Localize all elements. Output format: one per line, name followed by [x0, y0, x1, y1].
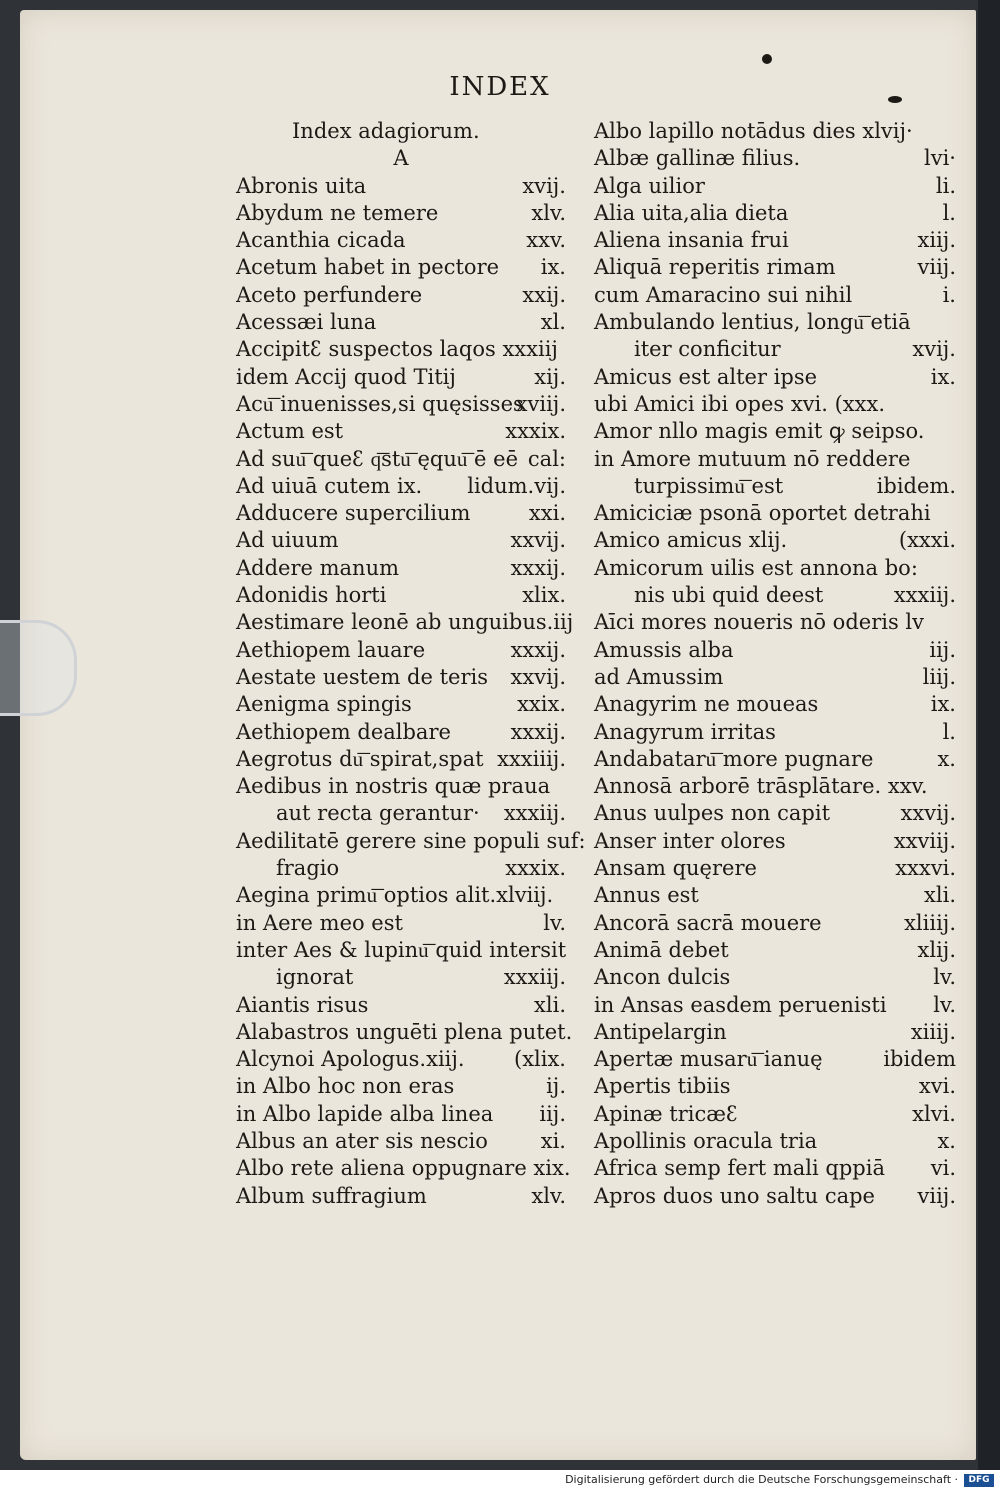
entry-reference: xlv. — [531, 1183, 566, 1208]
index-entry — [594, 992, 956, 1019]
entry-text: Apros duos uno saltu cape — [594, 1183, 875, 1208]
entry-reference: xvij. — [912, 337, 956, 362]
entry-text: Aliquā reperitis rimam — [594, 255, 836, 280]
index-entry — [594, 446, 956, 473]
entry-text: Apertis tibiis — [594, 1074, 731, 1099]
index-entry — [236, 418, 566, 445]
entry-reference: xxvij. — [510, 664, 566, 689]
entry-text: in Albo lapide alba linea — [236, 1101, 494, 1126]
entry-text: Annus est — [594, 883, 699, 908]
entry-text: Adonidis horti — [236, 583, 387, 608]
index-entry — [594, 882, 956, 909]
index-entry — [236, 746, 566, 773]
entry-text: cum Amaracino sui nihil — [594, 282, 853, 307]
entry-reference: xliiij. — [904, 910, 956, 935]
entry-reference: xiiij. — [910, 1019, 956, 1044]
entry-text: Aegina primu͞ optios alit.xlviij. — [236, 883, 554, 908]
index-entry — [594, 800, 956, 827]
entry-text: in Albo hoc non eras — [236, 1074, 455, 1099]
entry-reference: xxij. — [522, 282, 566, 307]
index-entry — [236, 364, 566, 391]
entry-reference: lv. — [933, 992, 956, 1017]
index-entry — [236, 582, 566, 609]
index-entry — [236, 1183, 566, 1210]
entry-reference: xxi. — [528, 501, 566, 526]
index-column-right — [594, 118, 956, 1210]
entry-text: Apollinis oracula tria — [594, 1128, 818, 1153]
index-entry — [594, 254, 956, 281]
entry-reference: lv. — [543, 910, 566, 935]
entry-reference: xviij. — [515, 391, 566, 416]
entry-text: Aenigma spingis — [236, 692, 412, 717]
entry-reference: ij. — [546, 1074, 566, 1099]
index-entry — [236, 145, 566, 172]
index-entry — [594, 1155, 956, 1182]
entry-text: Adducere supercilium — [236, 501, 471, 526]
entry-text: Anagyrum irritas — [594, 719, 776, 744]
entry-reference: xi. — [540, 1128, 566, 1153]
index-entry — [236, 992, 566, 1019]
entry-reference: ibidem — [883, 1047, 956, 1072]
entry-text: Ancon dulcis — [594, 965, 731, 990]
index-entry — [236, 637, 566, 664]
entry-text: Albo rete aliena oppugnare xix. — [236, 1156, 571, 1181]
index-entry — [594, 937, 956, 964]
entry-reference: xxxix. — [505, 419, 566, 444]
index-entry — [236, 882, 566, 909]
scan-edge-strip — [978, 0, 1000, 1470]
entry-reference: xvi. — [918, 1074, 956, 1099]
entry-text: Addere manum — [236, 555, 400, 580]
entry-text: in Aere meo est — [236, 910, 403, 935]
entry-reference: cal: — [527, 446, 566, 471]
entry-reference: xlij. — [917, 937, 956, 962]
index-entry — [594, 609, 956, 636]
entry-reference: vi. — [930, 1156, 956, 1181]
entry-reference: xxix. — [517, 692, 566, 717]
footer-credit: Digitalisierung gefördert durch die Deutsche Forschungsgemeinschaft · — [565, 1473, 958, 1486]
entry-reference: (xlix. — [514, 1047, 566, 1072]
index-entry — [594, 227, 956, 254]
entry-reference: (xxxi. — [898, 528, 956, 553]
entry-text: Amussis alba — [594, 637, 734, 662]
index-entry — [594, 964, 956, 991]
entry-text: Andabataru͞ more pugnare — [594, 746, 874, 771]
page-clip — [0, 620, 77, 716]
index-entry — [594, 1101, 956, 1128]
entry-reference: l. — [942, 719, 956, 744]
index-entry — [236, 118, 566, 145]
index-column-left — [236, 118, 586, 1210]
entry-text: Acetum habet in pectore — [236, 255, 500, 280]
index-entry — [594, 910, 956, 937]
index-entry — [594, 200, 956, 227]
entry-reference: x. — [937, 746, 956, 771]
entry-reference: ix. — [930, 692, 956, 717]
index-entry — [594, 855, 956, 882]
entry-reference: x. — [937, 1128, 956, 1153]
entry-text: Actum est — [236, 419, 344, 444]
entry-reference: xxxiiij. — [497, 746, 566, 771]
index-entry — [236, 800, 566, 827]
entry-text: Apinæ tricæꜫ — [594, 1101, 738, 1126]
index-entry — [236, 1101, 566, 1128]
entry-reference: xij. — [534, 364, 566, 389]
entry-text: Amicorum uilis est annona bo: — [594, 555, 918, 580]
index-entry — [594, 173, 956, 200]
entry-reference: xli. — [534, 992, 566, 1017]
entry-reference: lv. — [933, 965, 956, 990]
entry-text: Acanthia cicada — [236, 228, 406, 253]
entry-text: Aestate uestem de teris — [236, 664, 488, 689]
entry-text: Alga uilior — [594, 173, 705, 198]
index-entry — [594, 691, 956, 718]
entry-text: ad Amussim — [594, 664, 724, 689]
entry-text: Albus an ater sis nescio — [236, 1128, 488, 1153]
entry-text: nis ubi quid deest — [634, 583, 824, 608]
entry-text: fragio — [276, 856, 340, 881]
index-entry — [594, 282, 956, 309]
index-entry — [236, 173, 566, 200]
index-entry — [236, 309, 566, 336]
entry-text: Aīci mores noueris nō oderis lv — [594, 610, 924, 635]
index-entry — [594, 1019, 956, 1046]
entry-text: Aethiopem lauare — [236, 637, 426, 662]
entry-reference: xiij. — [917, 228, 956, 253]
index-entry — [594, 145, 956, 172]
entry-text: Alcynoi Apologus.xiij. — [236, 1047, 465, 1072]
index-entry — [236, 555, 566, 582]
entry-text: Annosā arborē trāsplātare. xxv. — [594, 774, 928, 799]
index-entry — [236, 254, 566, 281]
entry-text: in Ansas easdem peruenisti — [594, 992, 887, 1017]
entry-text: ignorat — [276, 965, 354, 990]
index-entry — [594, 773, 956, 800]
index-entry — [594, 364, 956, 391]
entry-text: Aliena insania frui — [594, 228, 789, 253]
entry-reference: xxxij. — [510, 719, 566, 744]
index-entry — [594, 1128, 956, 1155]
entry-text: Aceto perfundere — [236, 282, 423, 307]
entry-reference: xli. — [924, 883, 956, 908]
index-entry — [594, 391, 956, 418]
entry-text: Anus uulpes non capit — [594, 801, 831, 826]
entry-text: Ad uiuā cutem ix. — [236, 473, 423, 498]
entry-text: Animā debet — [594, 937, 729, 962]
entry-text: Anser inter olores — [594, 828, 786, 853]
entry-text: Ambulando lentius, longu͞ etiā — [594, 310, 911, 335]
index-entry — [594, 664, 956, 691]
entry-text: Ancorā sacrā mouere — [594, 910, 822, 935]
index-entry — [594, 719, 956, 746]
entry-text: Abydum ne temere — [236, 200, 439, 225]
entry-reference: li. — [935, 173, 956, 198]
entry-reference: xxxvi. — [895, 856, 956, 881]
index-entry — [236, 336, 566, 363]
entry-reference: xl. — [540, 310, 566, 335]
entry-text: Amiciciæ psonā oportet detrahi — [594, 501, 931, 526]
entry-reference: xxxij. — [510, 555, 566, 580]
entry-text: Amico amicus xlij. — [594, 528, 788, 553]
entry-text: Anagyrim ne moueas — [594, 692, 819, 717]
entry-reference: lidum.vij. — [467, 473, 566, 498]
index-entry — [594, 527, 956, 554]
footer-bar — [0, 1470, 1000, 1492]
entry-reference: liij. — [922, 664, 956, 689]
index-entry — [236, 282, 566, 309]
entry-reference: iij. — [929, 637, 956, 662]
index-entry — [594, 746, 956, 773]
index-entry — [594, 637, 956, 664]
entry-reference: xxxiij. — [503, 801, 566, 826]
entry-text: Albæ gallinæ filius. — [594, 146, 801, 171]
entry-reference: xxv. — [526, 228, 566, 253]
index-entry — [236, 227, 566, 254]
index-entry — [236, 1073, 566, 1100]
entry-reference: l. — [942, 200, 956, 225]
index-entry — [236, 527, 566, 554]
index-entry — [594, 1183, 956, 1210]
index-entry — [594, 309, 956, 336]
entry-reference: lvi· — [924, 146, 956, 171]
entry-reference: xxxix. — [505, 856, 566, 881]
entry-text: iter conficitur — [634, 337, 781, 362]
entry-text: Aestimare leonē ab unguibus.iij — [236, 610, 574, 635]
entry-reference: xxvij. — [900, 801, 956, 826]
index-entry — [236, 1128, 566, 1155]
index-entry — [594, 473, 956, 500]
entry-text: Alabastros unguēti plena putet. — [236, 1019, 573, 1044]
index-entry — [236, 828, 586, 855]
index-entry — [594, 555, 956, 582]
page-title: INDEX — [449, 72, 551, 102]
entry-text: Amicus est alter ipse — [594, 364, 818, 389]
entry-text: Index adagiorum. — [292, 119, 480, 143]
entry-text: Aedilitatē gerere sine populi suf: — [236, 828, 586, 853]
entry-text: Albo lapillo notādus dies xlvij· — [594, 119, 913, 143]
index-entry — [236, 855, 566, 882]
index-entry — [594, 582, 956, 609]
index-entry — [236, 719, 566, 746]
index-entry — [236, 446, 566, 473]
entry-text: Ad uiuum — [236, 528, 339, 553]
entry-text: Amor nllo magis emit ꝙ seipso. — [594, 419, 925, 444]
entry-reference: xxxiij. — [893, 583, 956, 608]
entry-text: Abronis uita — [236, 173, 367, 198]
index-entry — [236, 964, 566, 991]
entry-text: Aegrotus du͞ spirat,spat — [236, 746, 484, 771]
entry-text: idem Accij quod Titij — [236, 364, 456, 389]
index-entry — [236, 500, 566, 527]
entry-text: Ansam quęrere — [594, 856, 757, 881]
entry-text: Africa semp fert mali qppiā — [594, 1156, 885, 1181]
index-entry — [594, 336, 956, 363]
entry-text: turpissimu͞ est — [634, 473, 784, 498]
ink-spot — [762, 54, 772, 64]
entry-text: Alia uita,alia dieta — [594, 200, 789, 225]
index-entry — [236, 773, 566, 800]
index-entry — [594, 828, 956, 855]
entry-reference: ix. — [540, 255, 566, 280]
index-entry — [594, 418, 956, 445]
index-entry — [236, 609, 574, 636]
entry-reference: iij. — [539, 1101, 566, 1126]
entry-text: Antipelargin — [594, 1019, 727, 1044]
entry-reference: xxxij. — [510, 637, 566, 662]
index-entry — [236, 691, 566, 718]
index-entry — [236, 664, 566, 691]
index-entry — [236, 1019, 573, 1046]
entry-text: Aiantis risus — [236, 992, 369, 1017]
index-entry — [236, 1046, 566, 1073]
entry-reference: xlv. — [531, 200, 566, 225]
entry-reference: xlix. — [522, 583, 566, 608]
entry-text: Apertæ musaru͞ ianuę — [594, 1047, 823, 1072]
entry-reference: xxviij. — [893, 828, 956, 853]
entry-reference: xvij. — [522, 173, 566, 198]
entry-reference: i. — [942, 282, 956, 307]
entry-reference: ix. — [930, 364, 956, 389]
entry-reference: xlvi. — [912, 1101, 956, 1126]
entry-text: Aethiopem dealbare — [236, 719, 451, 744]
index-entry — [236, 937, 566, 964]
entry-text: Ad suu͞ queꜫ q͞stu͞ ęquu͞ ē eē — [236, 446, 519, 471]
entry-text: Album suffragium — [236, 1183, 427, 1208]
entry-text: Accipitꜫ suspectos laqos xxxiij — [236, 337, 558, 362]
entry-text: in Amore mutuum nō reddere — [594, 446, 911, 471]
index-entry — [236, 391, 566, 418]
index-entry — [594, 500, 956, 527]
entry-reference: ibidem. — [876, 473, 956, 498]
index-entry — [594, 118, 956, 145]
entry-text: Aedibus in nostris quæ praua — [236, 774, 551, 799]
index-entry — [236, 910, 566, 937]
entry-text: A — [393, 146, 409, 171]
entry-text: Acessæi luna — [236, 310, 377, 335]
entry-reference: xxvij. — [510, 528, 566, 553]
entry-reference: viij. — [917, 1183, 956, 1208]
entry-reference: xxxiij. — [503, 965, 566, 990]
entry-text: ubi Amici ibi opes xvi. (xxx. — [594, 391, 885, 416]
dfg-logo-icon: DFG — [964, 1474, 994, 1487]
index-entry — [236, 200, 566, 227]
entry-text: aut recta gerantur· — [276, 801, 480, 826]
entry-text: inter Aes & lupinu͞ quid intersit — [236, 937, 567, 962]
index-entry — [236, 473, 566, 500]
index-entry — [594, 1073, 956, 1100]
entry-reference: viij. — [917, 255, 956, 280]
index-entry — [594, 1046, 956, 1073]
entry-text: Acu͞ inuenisses,si quęsisses — [236, 391, 524, 416]
index-entry — [236, 1155, 571, 1182]
